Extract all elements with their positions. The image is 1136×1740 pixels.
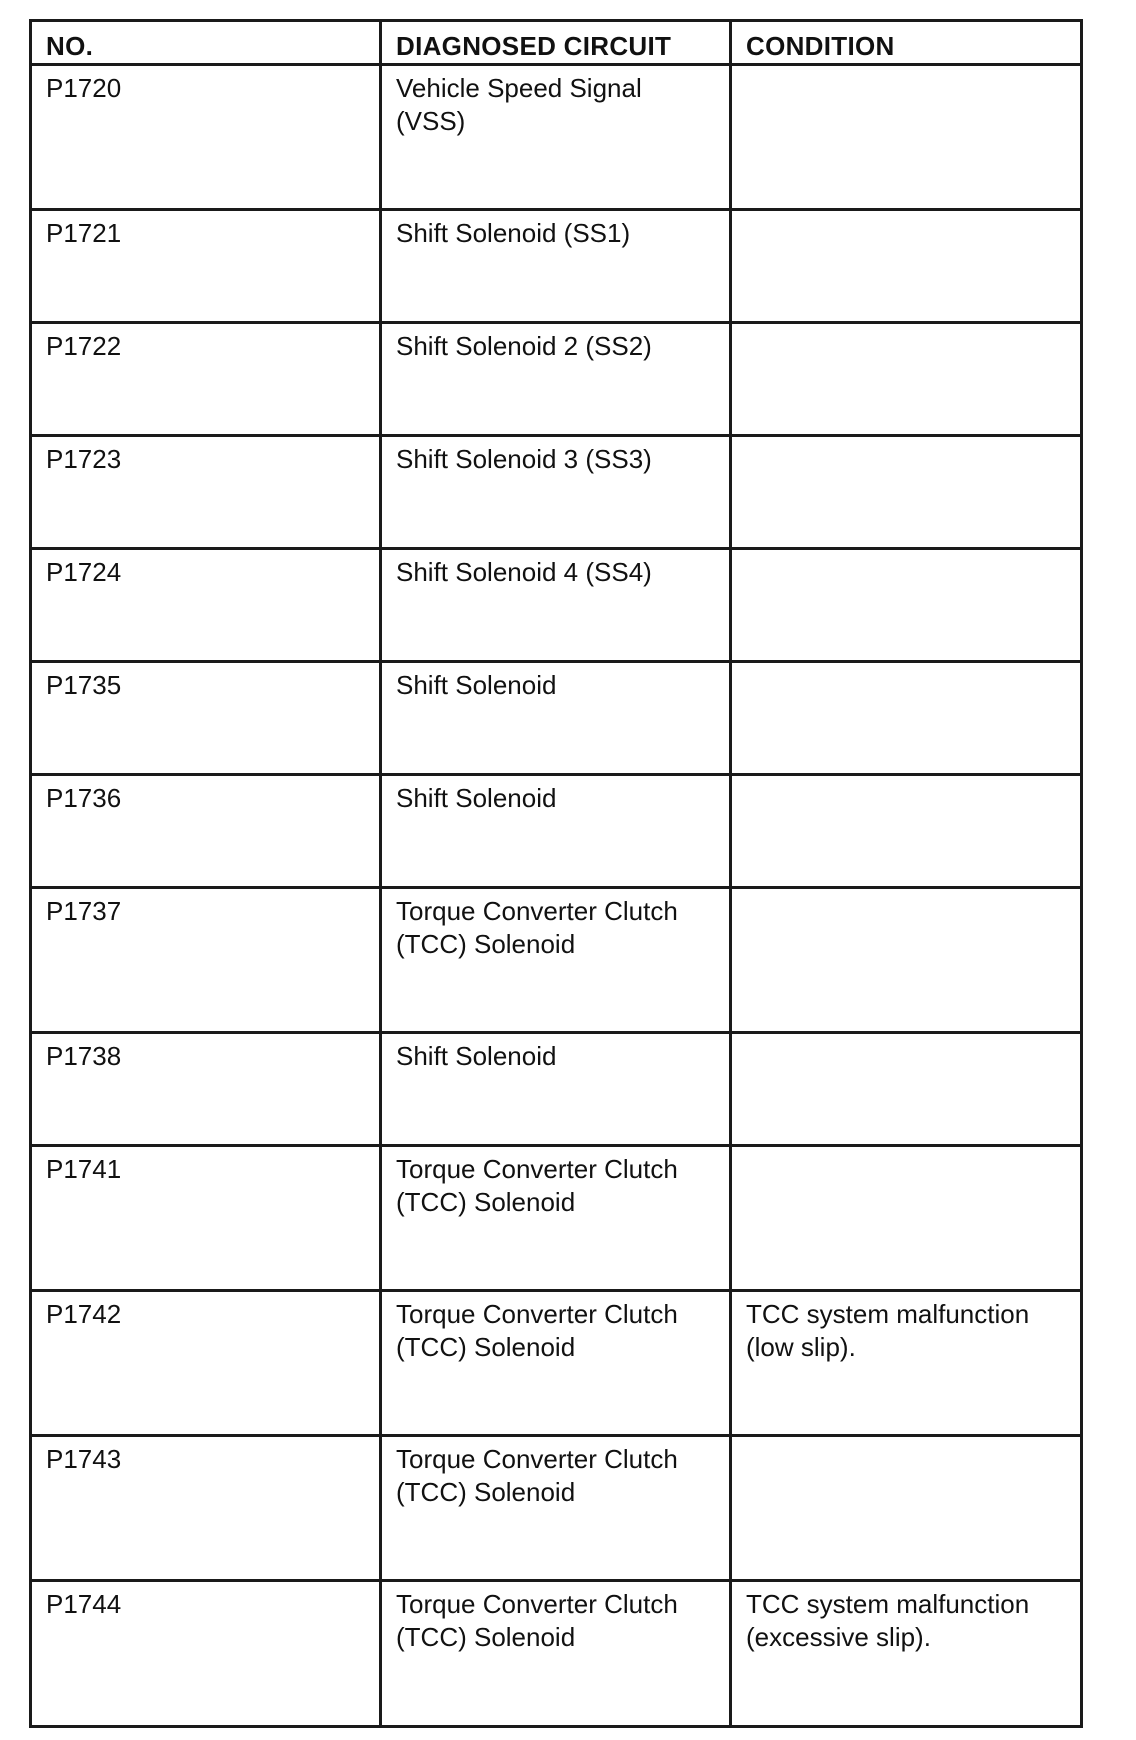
header-condition: CONDITION bbox=[731, 21, 1082, 65]
code-cell: P1736 bbox=[31, 775, 381, 888]
circuit-line: (TCC) Solenoid bbox=[396, 1477, 576, 1507]
table-row bbox=[31, 323, 1082, 436]
code-cell: P1722 bbox=[31, 323, 381, 436]
table-row bbox=[31, 65, 1082, 210]
table-row bbox=[31, 1581, 1082, 1727]
circuit-cell bbox=[381, 549, 731, 662]
circuit-cell bbox=[381, 323, 731, 436]
condition-cell bbox=[731, 323, 1082, 436]
circuit-line: Torque Converter Clutch bbox=[396, 896, 678, 926]
table-row bbox=[31, 662, 1082, 775]
table-row bbox=[31, 210, 1082, 323]
condition-cell bbox=[731, 1436, 1082, 1581]
circuit-cell bbox=[381, 1033, 731, 1146]
condition-line: (excessive slip). bbox=[746, 1622, 931, 1652]
diagnostic-code-table bbox=[29, 19, 1083, 1728]
code-cell: P1742 bbox=[31, 1291, 381, 1436]
condition-cell bbox=[731, 210, 1082, 323]
code-cell: P1741 bbox=[31, 1146, 381, 1291]
code-cell: P1723 bbox=[31, 436, 381, 549]
circuit-line: Shift Solenoid bbox=[396, 783, 557, 813]
circuit-line: Shift Solenoid 2 (SS2) bbox=[396, 331, 652, 361]
condition-cell bbox=[731, 1146, 1082, 1291]
header-no: NO. bbox=[31, 21, 381, 65]
condition-cell bbox=[731, 436, 1082, 549]
condition-line: TCC system malfunction bbox=[746, 1299, 1030, 1329]
code-cell: P1743 bbox=[31, 1436, 381, 1581]
table-row bbox=[31, 549, 1082, 662]
code-cell: P1735 bbox=[31, 662, 381, 775]
condition-cell bbox=[731, 662, 1082, 775]
circuit-cell bbox=[381, 210, 731, 323]
circuit-line: (TCC) Solenoid bbox=[396, 1187, 576, 1217]
circuit-line: (TCC) Solenoid bbox=[396, 1332, 576, 1362]
circuit-cell bbox=[381, 1581, 731, 1727]
circuit-line: (VSS) bbox=[396, 106, 466, 136]
circuit-cell bbox=[381, 1291, 731, 1436]
condition-cell bbox=[731, 65, 1082, 210]
circuit-cell bbox=[381, 888, 731, 1033]
circuit-cell bbox=[381, 436, 731, 549]
table-row bbox=[31, 436, 1082, 549]
circuit-line: Torque Converter Clutch bbox=[396, 1154, 678, 1184]
circuit-line: Shift Solenoid bbox=[396, 670, 557, 700]
code-cell: P1724 bbox=[31, 549, 381, 662]
circuit-cell bbox=[381, 662, 731, 775]
circuit-cell bbox=[381, 1436, 731, 1581]
condition-cell bbox=[731, 775, 1082, 888]
condition-cell bbox=[731, 888, 1082, 1033]
circuit-line: Torque Converter Clutch bbox=[396, 1589, 678, 1619]
circuit-cell bbox=[381, 775, 731, 888]
circuit-line: (TCC) Solenoid bbox=[396, 929, 576, 959]
circuit-line: Shift Solenoid 3 (SS3) bbox=[396, 444, 652, 474]
circuit-cell bbox=[381, 65, 731, 210]
code-cell: P1738 bbox=[31, 1033, 381, 1146]
circuit-line: Torque Converter Clutch bbox=[396, 1444, 678, 1474]
condition-line: (low slip). bbox=[746, 1332, 856, 1362]
condition-cell bbox=[731, 1581, 1082, 1727]
circuit-line: Shift Solenoid bbox=[396, 1041, 557, 1071]
table-row bbox=[31, 1291, 1082, 1436]
circuit-line: Shift Solenoid 4 (SS4) bbox=[396, 557, 652, 587]
code-cell: P1737 bbox=[31, 888, 381, 1033]
condition-line: TCC system malfunction bbox=[746, 1589, 1030, 1619]
table-row bbox=[31, 1436, 1082, 1581]
circuit-line: (TCC) Solenoid bbox=[396, 1622, 576, 1652]
circuit-line: Torque Converter Clutch bbox=[396, 1299, 678, 1329]
code-cell: P1721 bbox=[31, 210, 381, 323]
circuit-cell bbox=[381, 1146, 731, 1291]
table-header-row bbox=[31, 21, 1082, 65]
condition-cell bbox=[731, 1033, 1082, 1146]
circuit-line: Shift Solenoid (SS1) bbox=[396, 218, 631, 248]
header-diagnosed-circuit: DIAGNOSED CIRCUIT bbox=[381, 21, 731, 65]
table-row bbox=[31, 888, 1082, 1033]
table-row bbox=[31, 1146, 1082, 1291]
code-cell: P1744 bbox=[31, 1581, 381, 1727]
code-cell: P1720 bbox=[31, 65, 381, 210]
circuit-line: Vehicle Speed Signal bbox=[396, 73, 642, 103]
condition-cell bbox=[731, 549, 1082, 662]
condition-cell bbox=[731, 1291, 1082, 1436]
table-row bbox=[31, 775, 1082, 888]
table-row bbox=[31, 1033, 1082, 1146]
